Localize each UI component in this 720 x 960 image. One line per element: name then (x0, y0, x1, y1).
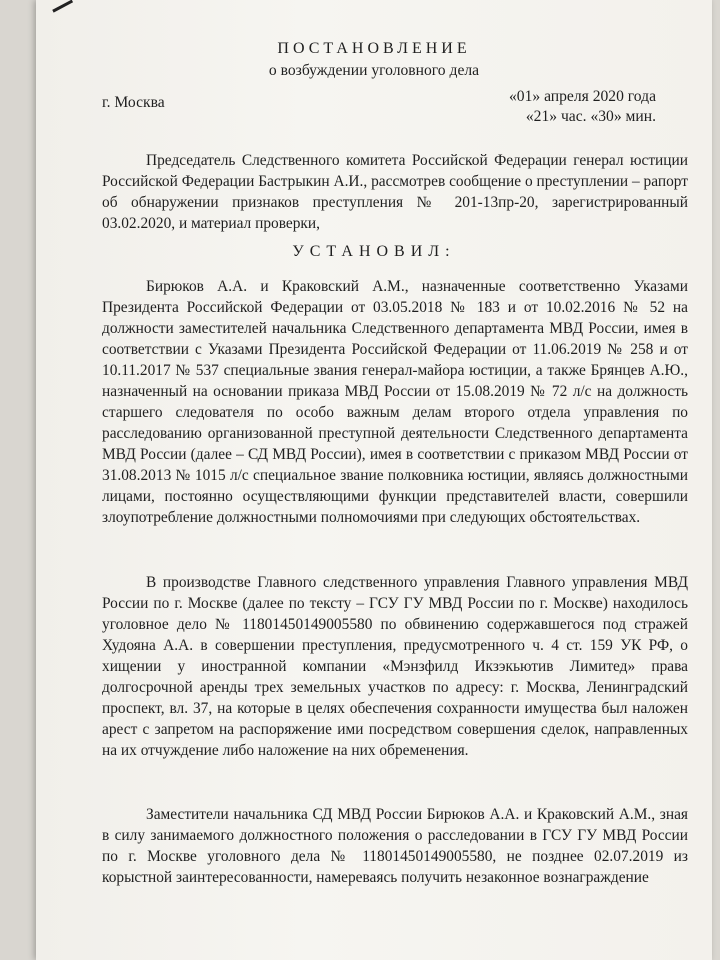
section-heading: УСТАНОВИЛ: (292, 243, 456, 260)
document-date: «01» апреля 2020 года (508, 88, 656, 105)
document-page (36, 0, 712, 960)
body-paragraph-3: Заместители начальника СД МВД России Бирюков А.А. и Краковский А.М., зная в силу занимаемого должностного положения о расследовании в ГСУ ГУ МВД России по г. Москве уголовного дела № 11801450149005580, не позднее 02.07.2019 из корыстной заинтересованности, намереваясь получить незаконное вознаграждение (102, 806, 688, 886)
pen-mark (52, 0, 78, 21)
document-city: г. Москва (102, 94, 165, 111)
body-paragraph-1: Бирюков А.А. и Краковский А.М., назначенные соответственно Указами Президента Российской Федерации от 03.05.2018 № 183 и от 10.02.2016 № 52 на должности заместителей начальника Следственного департамента МВД России, имея в соответствии с Указами Президента Российской Федерации от 11.06.2019 № 258 и от 10.11.2017 № 537 специальные звания генерал-майора юстиции, а также Брянцев А.Ю., назначенный на основании приказа МВД России от 15.08.2019 № 72 л/с на должность старшего следователя по особо важным делам второго отдела управления по расследованию организованной преступной деятельности Следственного департамента МВД России (далее – СД МВД России), имея в соответствии с приказом МВД России от 31.08.2013 № 1015 л/с специальное звание полковника юстиции, являясь должностными лицами, постоянно осуществляющими функции представителей власти, совершили злоупотребление должностными полномочиями при следующих обстоятельствах. (102, 278, 688, 526)
body-paragraph-2: В производстве Главного следственного управления Главного управления МВД России по г. Москве (далее по тексту – ГСУ ГУ МВД России по г. Москве) находилось уголовное дело № 11801450149005580 по обвинению содержавшегося под стражей Худояна А.А. в совершении преступления, предусмотренного ч. 4 ст. 159 УК РФ, о хищении у иностранной компании «Мэнзфилд Икзэкьютив Лимитед» права долгосрочной аренды трех земельных участков по адресу: г. Москва, Ленинградский проспект, вл. 37, на которые в целях обеспечения сохранности имущества был наложен арест с запретом на распоряжение ими посредством совершения сделок, направленных на их отчуждение либо наложение на них обременения. (102, 574, 688, 759)
document-subtitle: о возбуждении уголовного дела (268, 62, 480, 79)
document-time: «21» час. «30» мин. (525, 108, 656, 125)
document-title: ПОСТАНОВЛЕНИЕ (277, 40, 471, 57)
intro-paragraph: Председатель Следственного комитета Российской Федерации генерал юстиции Российской Федерации Бастрыкин А.И., рассмотрев сообщение о преступлении – рапорт об обнаружении признаков преступления № 201-13пр-20, зарегистрированный 03.02.2020, и материал проверки, (102, 152, 689, 232)
